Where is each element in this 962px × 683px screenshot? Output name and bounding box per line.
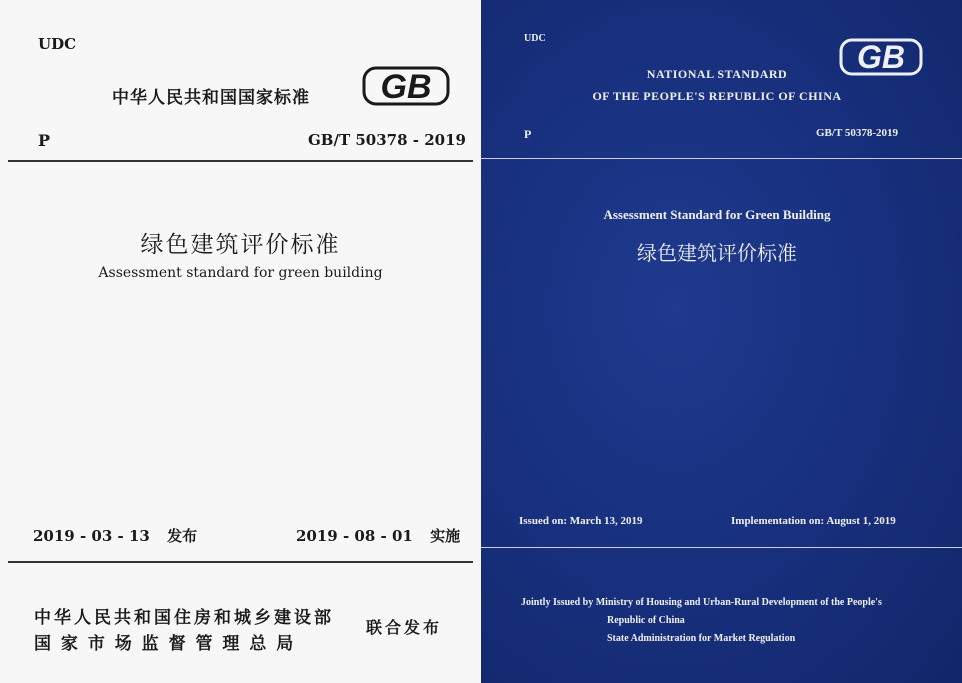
national-standard-line: NATIONAL STANDARD [646, 67, 788, 81]
bottom-divider [8, 561, 473, 563]
jointly-line-2: Republic of China [607, 615, 685, 626]
udc-label: UDC [38, 35, 77, 53]
prc-line: OF THE PEOPLE'S REPUBLIC OF CHINA [592, 89, 842, 103]
jointly-line-3: State Administration for Market Regulation [607, 633, 796, 644]
title-cn-sub: 绿色建筑评价标准 [637, 241, 797, 265]
implementation-on: Implementation on: August 1, 2019 [731, 515, 896, 527]
jointly-line-1: Jointly Issued by Ministry of Housing and Urban-Rural Development of the People's [521, 597, 882, 608]
gb-logo-en-text: GB [857, 39, 905, 75]
implementation-date [296, 525, 460, 546]
joint-issue: 联合发布 [366, 618, 443, 637]
impl-word: 实施 [430, 527, 461, 545]
issued-on: Issued on: March 13, 2019 [519, 515, 643, 527]
top-divider [8, 160, 473, 162]
top-divider-en [481, 158, 962, 159]
gb-logo-text: GB [380, 68, 432, 106]
english-cover [481, 0, 962, 683]
category-label: P [38, 131, 51, 150]
udc-label-en: UDC [524, 33, 546, 44]
publisher-top: 中华人民共和国国家标准 [112, 88, 310, 108]
title-cn: 绿色建筑评价标准 [140, 232, 341, 258]
issue-date-value: 2019 - 03 - 13 [33, 527, 150, 545]
category-label-en: P [524, 127, 532, 141]
title-en: Assessment standard for green building [98, 265, 383, 281]
issue-word: 发布 [167, 527, 198, 545]
issuer-line-1: 中华人民共和国住房和城乡建设部 [34, 608, 334, 628]
issue-date [33, 525, 197, 546]
impl-date-value: 2019 - 08 - 01 [296, 527, 413, 545]
title-en-main: Assessment Standard for Green Building [603, 207, 831, 222]
gb-logo-icon [362, 66, 450, 106]
standard-code-en: GB/T 50378-2019 [816, 127, 899, 139]
issuer-line-2: 国 家 市 场 监 督 管 理 总 局 [34, 634, 296, 654]
standard-code: GB/T 50378 - 2019 [308, 131, 466, 149]
bottom-divider-en [481, 547, 962, 548]
